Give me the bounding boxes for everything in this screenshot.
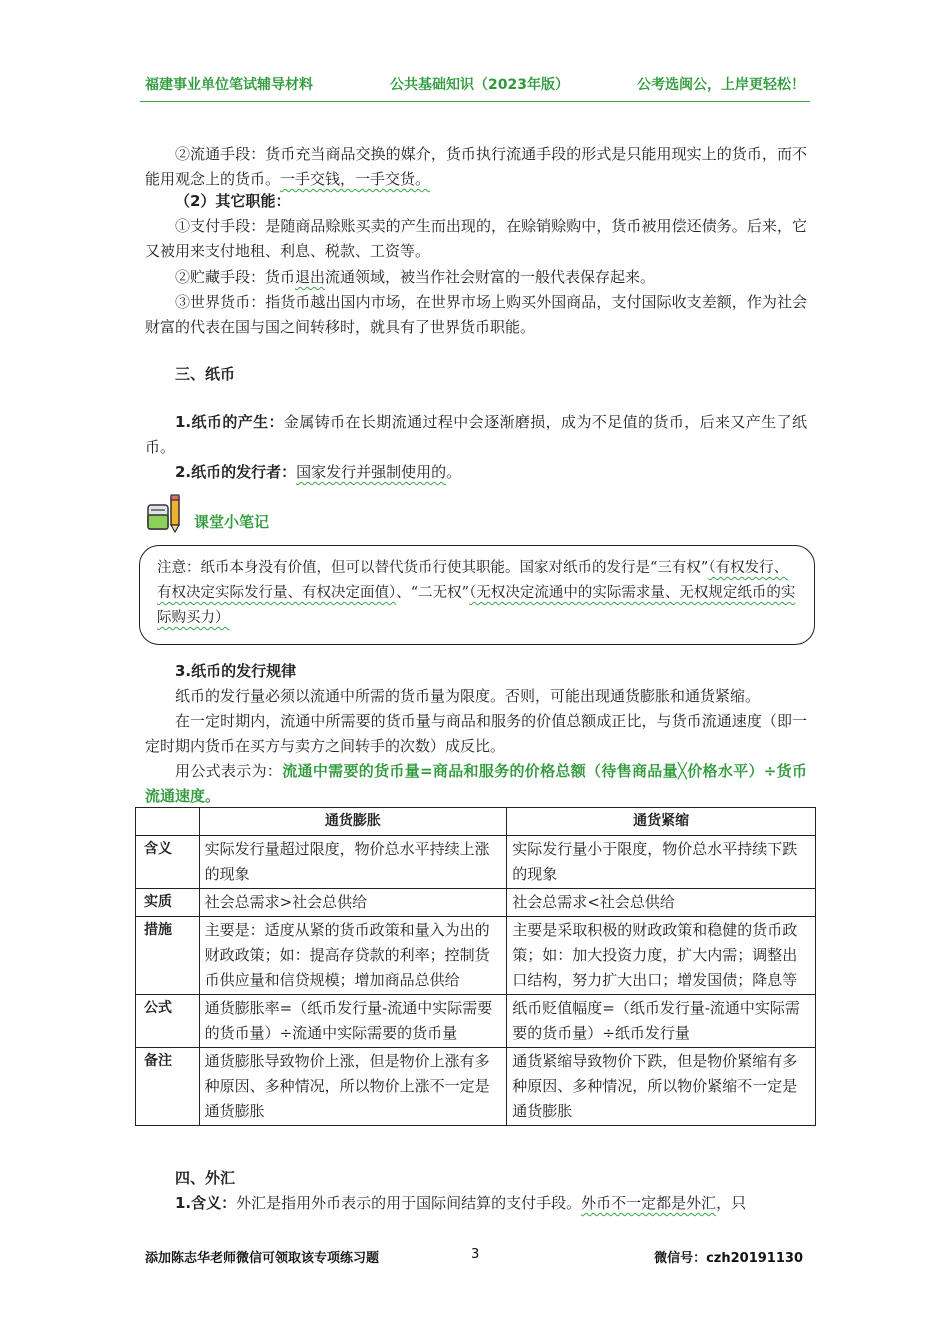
header-left: 福建事业单位笔试辅导材料 — [145, 77, 313, 93]
circulation-paragraph: ②流通手段：货币充当商品交换的媒介，货币执行流通手段的形式是只能用现实上的货币，而不能用观念上的货币。一手交钱，一手交货。 — [145, 145, 807, 188]
issue-rule-p2: 在一定时期内，流通中所需要的货币量与商品和服务的价值总额成正比，与货币流通速度（即一定时期内货币在买方与卖方之间转手的次数）成反比。 — [145, 712, 807, 755]
inflation-cell: 社会总需求>社会总供给 — [199, 889, 507, 917]
deflation-cell: 纸币贬值幅度=（纸币发行量-流通中实际需要的货币量）÷纸币发行量 — [507, 995, 816, 1048]
footer-right: 微信号：czh20191130 — [654, 1251, 803, 1266]
table-row — [136, 917, 816, 995]
other-functions-title: （2）其它职能： — [175, 192, 291, 210]
section-four-heading: 四、外汇 — [175, 1169, 236, 1187]
section-three-heading: 三、纸币 — [175, 365, 236, 383]
table-header-row — [136, 808, 816, 836]
hoard-paragraph: ②贮藏手段：货币退出流通领域，被当作社会财富的一般代表保存起来。 — [175, 268, 656, 286]
inflation-cell: 实际发行量超过限度，物价总水平持续上涨的现象 — [199, 836, 507, 889]
inflation-cell: 主要是：适度从紧的货币政策和量入为出的财政政策；如：提高存贷款的利率；控制货币供应量和信贷规模；增加商品总供给 — [199, 917, 507, 995]
table-header-cell: 通货膨胀 — [199, 808, 507, 836]
table-row — [136, 995, 816, 1048]
deflation-cell: 主要是采取积极的财政政策和稳健的货币政策；如：加大投资力度，扩大内需；调整出口结构，努力扩大出口；增发国债；降息等 — [507, 917, 816, 995]
inflation-cell: 通货膨胀率=（纸币发行量-流通中实际需要的货币量）÷流通中实际需要的货币量 — [199, 995, 507, 1048]
table-header-cell — [136, 808, 200, 836]
header-right: 公考选闽公，上岸更轻松！ — [637, 77, 805, 93]
deflation-cell: 社会总需求<社会总供给 — [507, 889, 816, 917]
forex-paragraph: 1.含义：外汇是指用外币表示的用于国际间结算的支付手段。外币不一定都是外汇，只 — [175, 1194, 747, 1212]
page-number: 3 — [471, 1247, 480, 1262]
deflation-cell: 实际发行量小于限度，物价总水平持续下跌的现象 — [507, 836, 816, 889]
row-label: 含义 — [136, 836, 200, 889]
table-row — [136, 1048, 816, 1126]
header-center: 公共基础知识（2023年版） — [390, 77, 569, 93]
table-row — [136, 836, 816, 889]
note-text: 注意：纸币本身没有价值，但可以替代货币行使其职能。国家对纸币的发行是“三有权”（有权发行、有权决定实际发行量、有权决定面值）、“二无权”（无权决定流通中的实际需求量、无权规定纸币的实际购买力） — [157, 560, 796, 626]
formula-paragraph: 用公式表示为：流通中需要的货币量=商品和服务的价格总额（待售商品量╳价格水平）÷货币流通速度。 — [145, 762, 807, 805]
row-label: 备注 — [136, 1048, 200, 1126]
row-label: 措施 — [136, 917, 200, 995]
inflation-deflation-table — [135, 807, 816, 1126]
inflation-cell: 通货膨胀导致物价上涨，但是物价上涨有多种原因、多种情况，所以物价上涨不一定是通货膨胀 — [199, 1048, 507, 1126]
row-label: 公式 — [136, 995, 200, 1048]
table-row — [136, 889, 816, 917]
issue-rule-p1: 纸币的发行量必须以流通中所需的货币量为限度。否则，可能出现通货膨胀和通货紧缩。 — [175, 687, 761, 705]
header-divider — [140, 101, 810, 102]
payment-paragraph: ①支付手段：是随商品赊账买卖的产生而出现的，在赊销赊购中，货币被用偿还债务。后来，它又被用来支付地租、利息、税款、工资等。 — [145, 217, 807, 260]
page-header — [145, 74, 805, 96]
deflation-cell: 通货紧缩导致物价下跌，但是物价紧缩有多种原因、多种情况，所以物价紧缩不一定是通货膨胀 — [507, 1048, 816, 1126]
issue-rule-title: 3.纸币的发行规律 — [175, 662, 297, 680]
row-label: 实质 — [136, 889, 200, 917]
notebook-pencil-icon — [146, 493, 184, 533]
classroom-note-title: 课堂小笔记 — [194, 513, 270, 531]
paper-issuer-paragraph: 2.纸币的发行者：国家发行并强制使用的。 — [175, 463, 462, 481]
table-header-cell: 通货紧缩 — [507, 808, 816, 836]
footer-left: 添加陈志华老师微信可领取该专项练习题 — [145, 1251, 380, 1266]
world-money-paragraph: ③世界货币：指货币越出国内市场，在世界市场上购买外国商品，支付国际收支差额，作为社会财富的代表在国与国之间转移时，就具有了世界货币职能。 — [145, 293, 807, 336]
paper-origin-paragraph: 1.纸币的产生：金属铸币在长期流通过程中会逐渐磨损，成为不足值的货币，后来又产生了纸币。 — [145, 413, 807, 456]
